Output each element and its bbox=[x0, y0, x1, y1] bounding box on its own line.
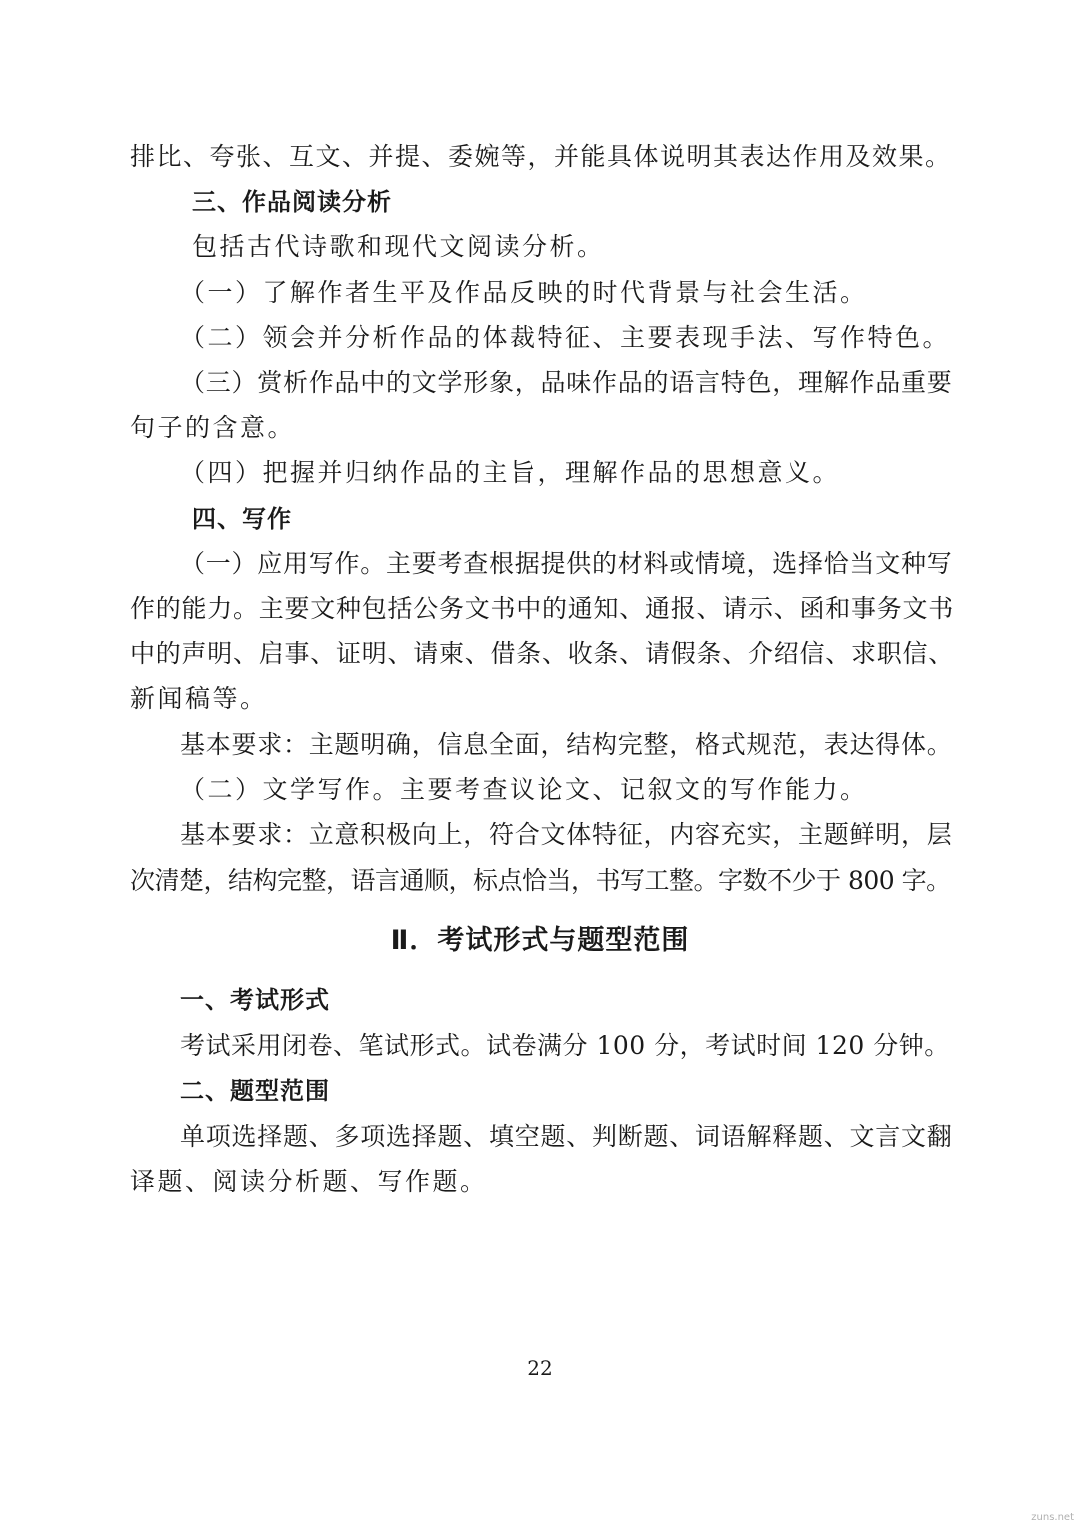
body-paragraph-line: 基本要求：立意积极向上，符合文体特征，内容充实，主题鲜明，层 bbox=[180, 820, 953, 849]
section-heading-writing: 四、写作 bbox=[192, 505, 292, 533]
body-paragraph-line: 作的能力。主要文种包括公务文书中的通知、通报、请示、函和事务文书 bbox=[130, 594, 955, 623]
body-paragraph-line: 考试采用闭卷、笔试形式。试卷满分 100 分，考试时间 120 分钟。 bbox=[180, 1031, 950, 1060]
body-paragraph-line: 排比、夸张、互文、并提、委婉等，并能具体说明其表达作用及效果。 bbox=[130, 142, 952, 171]
section-heading-reading-analysis: 三、作品阅读分析 bbox=[192, 188, 392, 216]
list-item-line: （三）赏析作品中的文学形象，品味作品的语言特色，理解作品重要 bbox=[180, 368, 953, 397]
body-paragraph-line: 中的声明、启事、证明、请柬、借条、收条、请假条、介绍信、求职信、 bbox=[130, 639, 955, 668]
list-item-line: （一）了解作者生平及作品反映的时代背景与社会生活。 bbox=[180, 278, 868, 307]
list-item-line: （二）文学写作。主要考查议论文、记叙文的写作能力。 bbox=[180, 775, 868, 804]
body-paragraph-line: 新闻稿等。 bbox=[130, 684, 268, 713]
body-paragraph-line: 单项选择题、多项选择题、填空题、判断题、词语解释题、文言文翻 bbox=[180, 1122, 953, 1151]
body-paragraph-line: 次清楚，结构完整，语言通顺，标点恰当，书写工整。字数不少于 800 字。 bbox=[130, 866, 951, 895]
watermark: zuns.net bbox=[1031, 1512, 1074, 1523]
list-item-line: （二）领会并分析作品的体裁特征、主要表现手法、写作特色。 bbox=[180, 323, 951, 352]
body-paragraph-line: 基本要求：主题明确，信息全面，结构完整，格式规范，表达得体。 bbox=[180, 730, 953, 759]
list-item-line: （一）应用写作。主要考查根据提供的材料或情境，选择恰当文种写 bbox=[180, 549, 953, 578]
list-item-line: 句子的含意。 bbox=[130, 413, 296, 442]
chapter-title: Ⅱ．考试形式与题型范围 bbox=[390, 925, 690, 956]
body-paragraph-line: 包括古代诗歌和现代文阅读分析。 bbox=[192, 232, 605, 261]
section-heading-exam-format: 一、考试形式 bbox=[180, 986, 330, 1014]
body-paragraph-line: 译题、阅读分析题、写作题。 bbox=[130, 1167, 488, 1196]
section-heading-question-types: 二、题型范围 bbox=[180, 1077, 330, 1105]
page-number: 22 bbox=[527, 1356, 553, 1380]
list-item-line: （四）把握并归纳作品的主旨，理解作品的思想意义。 bbox=[180, 458, 841, 487]
